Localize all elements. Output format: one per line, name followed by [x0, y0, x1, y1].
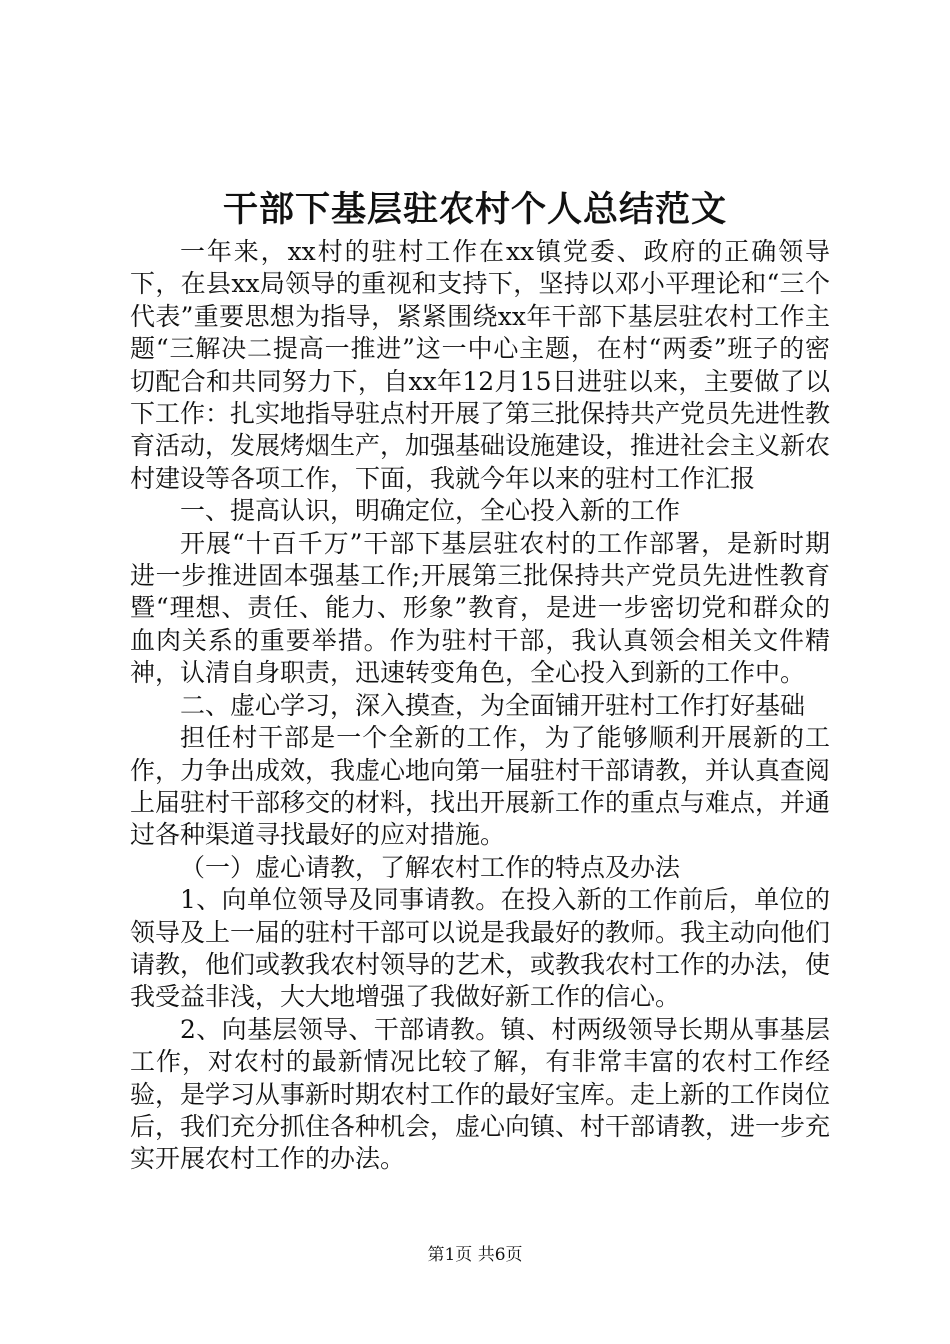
paragraph-item-1: 1、向单位领导及同事请教。在投入新的工作前后，单位的领导及上一届的驻村干部可以说是我最好的教师。我主动向他们请教，他们或教我农村领导的艺术，或教我农村工作的办法，使我受益非浅，大大地增强了我做好新工作的信心。: [130, 885, 831, 1012]
paragraph-intro: 一年来，xx村的驻村工作在xx镇党委、政府的正确领导下，在县xx局领导的重视和支持下，坚持以邓小平理论和“三个代表”重要思想为指导，紧紧围绕xx年干部下基层驻农村工作主题“三解决二提高一推进”这一中心主题，在村“两委”班子的密切配合和共同努力下，自xx年12月15日进驻以来，主要做了以下工作：扎实地指导驻点村开展了第三批保持共产党员先进性教育活动，发展烤烟生产，加强基础设施建设，推进社会主义新农村建设等各项工作，下面，我就今年以来的驻村工作汇报: [130, 237, 831, 493]
paragraph-section-1: 开展“十百千万”干部下基层驻农村的工作部署，是新时期进一步推进固本强基工作;开展第三批保持共产党员先进性教育暨“理想、责任、能力、形象”教育，是进一步密切党和群众的血肉关系的重要举措。作为驻村干部，我认真领会相关文件精神，认清自身职责，迅速转变角色，全心投入到新的工作中。: [130, 528, 830, 688]
heading-section-1: 一、提高认识，明确定位，全心投入新的工作: [180, 496, 681, 526]
page-number: 第1页 共6页: [427, 1245, 523, 1265]
document-body: [130, 236, 830, 1176]
paragraph-item-2: 2、向基层领导、干部请教。镇、村两级领导长期从事基层工作，对农村的最新情况比较了解，有非常丰富的农村工作经验，是学习从事新时期农村工作的最好宝库。走上新的工作岗位后，我们充分抓住各种机会，虚心向镇、村干部请教，进一步充实开展农村工作的办法。: [130, 1014, 831, 1174]
document-title: 干部下基层驻农村个人总结范文: [222, 189, 727, 230]
paragraph-section-2: 担任村干部是一个全新的工作，为了能够顺利开展新的工作，力争出成效，我虚心地向第一届驻村干部请教，并认真查阅上届驻村干部移交的材料，找出开展新工作的重点与难点，并通过各种渠道寻找最好的应对措施。: [130, 723, 831, 850]
heading-subsection-1: （一）虚心请教，了解农村工作的特点及办法: [180, 852, 681, 882]
heading-section-2: 二、虚心学习，深入摸查，为全面铺开驻村工作打好基础: [180, 690, 806, 720]
